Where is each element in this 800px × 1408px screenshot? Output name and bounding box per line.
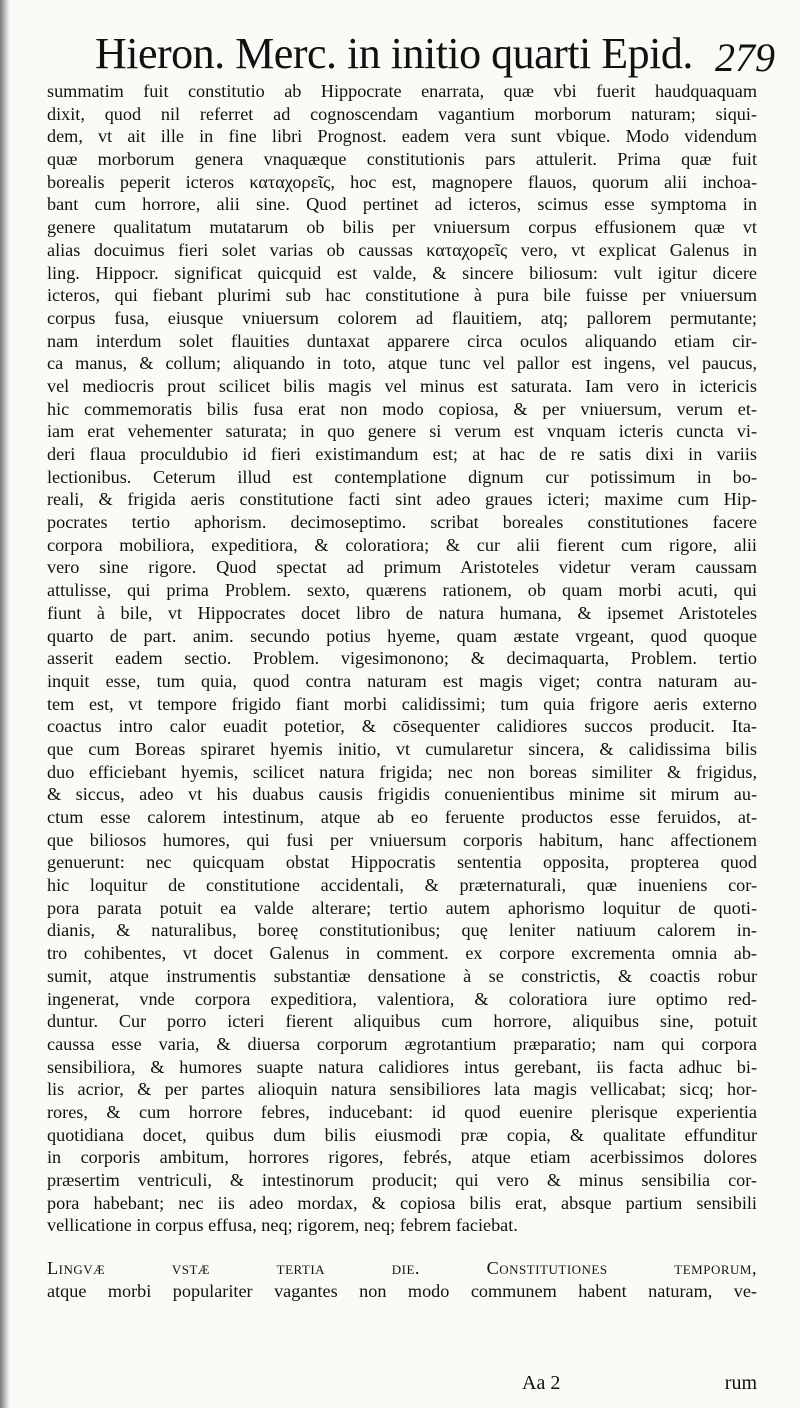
text-line: ling. Hippocr. significat quicquid est valde, & sincere biliosum: vult igitur dicere	[47, 262, 757, 283]
text-line: sensibiliora, & humores suapte natura calidiores intus gerebant, iis facta adhuc bi-	[47, 1056, 757, 1077]
catchword: rum	[724, 1372, 757, 1394]
text-line: in corporis ambitum, horrores rigores, febrés, atque etiam acerbissimos dolores	[47, 1147, 757, 1168]
main-paragraph	[47, 80, 757, 1237]
text-line: duntur. Cur porro icteri fierent aliquibus cum horrore, aliquibus sine, potuit	[47, 1011, 757, 1032]
page-gutter-shadow	[0, 0, 10, 1408]
text-line: borealis peperit icteros καταχορεῖς, hoc est, magnopere flauos, quorum alii inchoa-	[47, 171, 757, 192]
text-line: vel mediocris prout scilicet bilis magis vel minus est saturata. Iam vero in ictericis	[47, 375, 757, 396]
text-line: tro cohibentes, vt docet Galenus in comment. ex corpore excrementa omnia ab-	[47, 943, 757, 964]
text-line: dixit, quod nil referret ad cognoscendam vagantium morborum naturam; siqui-	[47, 103, 757, 124]
text-line: quarto de part. anim. secundo potius hyeme, quam æstate vrgeant, quod quoque	[47, 625, 757, 646]
text-line: asserit eadem sectio. Problem. vigesimonono; & decimaquarta, Problem. tertio	[47, 648, 757, 669]
text-line: ctum esse calorem intestinum, atque ab eo feruente productos esse feruidos, at-	[47, 807, 757, 827]
text-line: lis acrior, & per partes alioquin natura sensibiliores lata magis vellicabat; sicq; hor-	[47, 1079, 757, 1100]
text-line: præsertim ventriculi, & intestinorum producit; qui vero & minus sensibilia cor-	[47, 1170, 757, 1190]
text-line: rores, & cum horrore febres, inducebant: id quod euenire plerisque experientia	[47, 1101, 757, 1122]
lemma-heading-line: Lingvæ vstæ tertia die. Constitutiones temporum,	[47, 1258, 757, 1279]
text-line: genere qualitatum mutatarum ob bilis per vniuersum corpus effusionem quæ vt	[47, 217, 757, 238]
text-line: fiunt à bile, vt Hippocrates docet libro de natura humana, & ipsemet Aristoteles	[47, 602, 757, 623]
body-text	[47, 80, 757, 1302]
section-gap	[47, 1237, 757, 1257]
text-line: alias docuimus fieri solet varias ob caussas καταχορεῖς vero, vt explicat Galenus in	[47, 239, 757, 260]
text-line: dem, vt ait ille in fine libri Prognost. eadem vera sunt vbique. Modo videndum	[47, 126, 757, 147]
text-line: que biliosos humores, qui fusi per vniuersum corporis habitum, hanc affectionem	[47, 829, 757, 850]
text-line: icteros, qui fiebant plurimi sub hac constitutione à pura bile fuisse per vniuersum	[47, 285, 757, 306]
page-footer	[47, 1372, 757, 1402]
text-line: hic commemoratis bilis fusa erat non modo copiosa, & per vniuersum, verum et-	[47, 398, 757, 419]
signature-mark: Aa 2	[522, 1372, 561, 1394]
text-line: quæ morborum genera vnaquæque constitutionis pars attulerit. Prima quæ fuit	[47, 149, 757, 170]
text-line: ca manus, & collum; aliquando in toto, atque tunc vel pallor est ingens, vel paucus,	[47, 353, 757, 374]
text-line: vero sine rigore. Quod spectat ad primum Aristoteles videtur veram caussam	[47, 557, 757, 578]
text-line: vellicatione in corpus effusa, neq; rigorem, neq; febrem faciebat.	[47, 1215, 518, 1236]
text-line: pocrates tertio aphorism. decimoseptimo. scribat boreales constitutiones facere	[47, 512, 757, 533]
text-line: nam interdum solet flauities duntaxat apparere circa oculos aliquando etiam cir-	[47, 330, 757, 351]
page-number: 279	[715, 35, 775, 80]
text-line: corpora mobiliora, expeditiora, & coloratiora; & cur alii fierent cum rigore, alii	[47, 534, 757, 555]
text-line: corpus fusa, eiusque vniuersum colorem ad flauitiem, atq; pallorem permutante;	[47, 307, 757, 328]
text-line: hic loquitur de constitutione accidentali, & præternaturali, quæ inueniens cor-	[47, 875, 757, 896]
text-line: duo efficiebant hyemis, scilicet natura frigida; nec non boreas similiter & frigidus,	[47, 761, 757, 782]
text-line: pora parata potuit ea valde alterare; tertio autem aphorismo loquitur de quoti-	[47, 897, 757, 918]
text-line: attulisse, qui prima Problem. sexto, quærens rationem, ob quam morbi acuti, qui	[47, 580, 757, 601]
text-line: deri flaua proculdubio id fieri existimandum est; at hac de re satis dixi in variis	[47, 444, 757, 464]
running-head: Hieron. Merc. in initio quarti Epid.	[95, 29, 693, 78]
text-line: tem est, vt tempore frigido fiant morbi calidissimi; tum quia frigore aeris externo	[47, 693, 757, 714]
text-line: bant cum horrore, alii sine. Quod pertinet ad icteros, scimus esse symptoma in	[47, 194, 757, 215]
text-line: que cum Boreas spiraret hyemis initio, vt cumularetur sincera, & calidissima bilis	[47, 738, 757, 759]
text-line: dianis, & naturalibus, boreę constitutionibus; quę leniter natiuum calorem in-	[47, 920, 757, 941]
text-line: atque morbi populariter vagantes non modo communem habent naturam, ve-	[47, 1280, 757, 1301]
text-line: pora habebant; nec iis adeo mordax, & copiosa bilis erat, absque partium sensibili	[47, 1192, 757, 1213]
text-line: iam erat vehementer saturata; in quo genere si verum est vnquam icteris cuncta vi-	[47, 421, 757, 442]
lemma-paragraph	[47, 1257, 757, 1302]
text-line: caussa esse varia, & diuersa corporum ægrotantium præparatio; nam qui corpora	[47, 1033, 757, 1054]
text-line: sumit, atque instrumentis substantiæ densatione à se constrictis, & coactis robur	[47, 965, 757, 986]
text-line: ingenerat, vnde corpora expeditiora, valentiora, & coloratiora iure optimo red-	[47, 988, 757, 1009]
page-header	[95, 28, 775, 84]
text-line: genuerunt: nec quicquam obstat Hippocratis sententia opposita, propterea quod	[47, 852, 757, 873]
text-line: summatim fuit constitutio ab Hippocrate enarrata, quæ vbi fuerit haudquaquam	[47, 81, 757, 101]
text-line: reali, & frigida aeris constitutione facti sint adeo graues icteri; maxime cum Hip-	[47, 489, 757, 510]
text-line: & siccus, adeo vt his duabus causis frigidis conuenientibus minime sit mirum au-	[47, 784, 757, 805]
text-line: lectionibus. Ceterum illud est contemplatione dignum cur potissimum in bo-	[47, 466, 757, 487]
text-line: quotidiana docet, quibus dum bilis eiusmodi præ copia, & qualitate effunditur	[47, 1124, 757, 1145]
text-line: inquit esse, tum quia, quod contra naturam est magis viget; contra naturam au-	[47, 670, 757, 691]
text-line: coactus intro calor euadit potetior, & cōsequenter calidiores succos producit. Ita-	[47, 716, 757, 737]
